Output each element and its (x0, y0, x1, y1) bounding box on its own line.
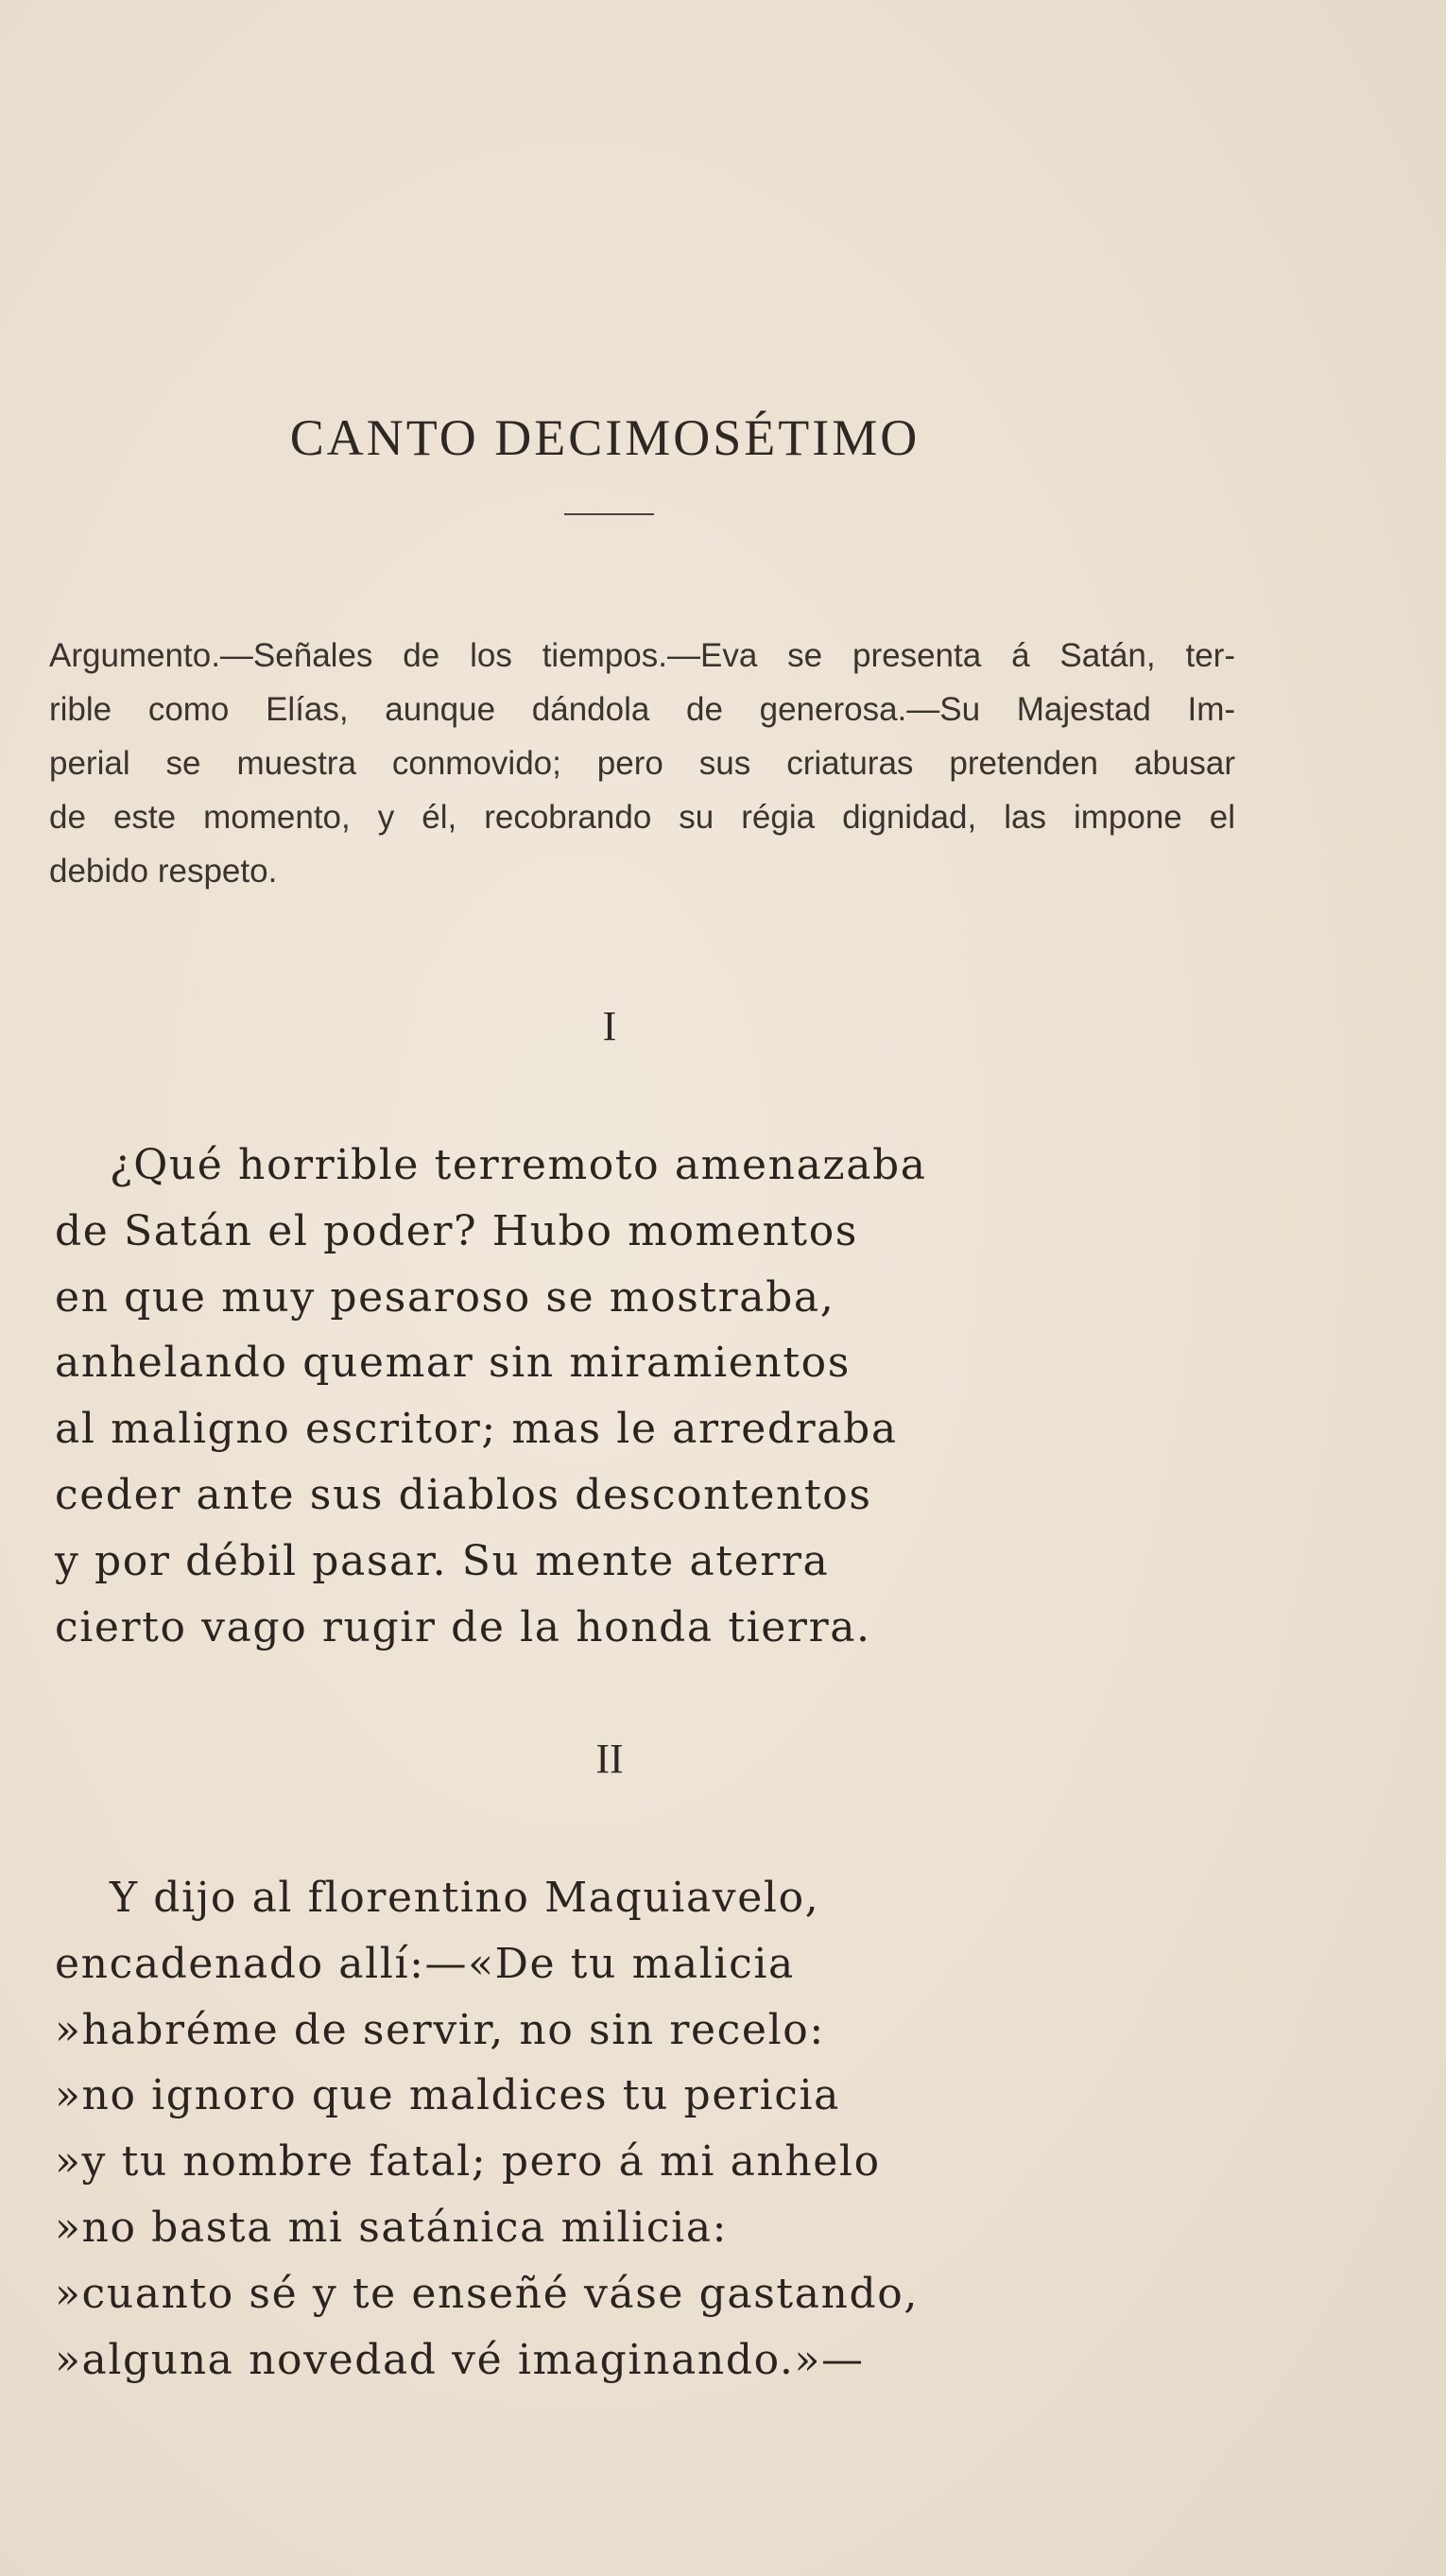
verse-line: »cuanto sé y te enseñé váse gastando, (55, 2269, 919, 2318)
verse-line: al maligno escritor; mas le arredraba (55, 1405, 898, 1454)
verse-line: »no basta mi satánica milicia: (55, 2203, 729, 2252)
verse-line: de Satán el poder? Hubo momentos (55, 1206, 858, 1255)
argument-line: de este momento, y él, recobrando su régia dignidad, las impone el (49, 799, 1235, 836)
verse-line: »y tu nombre fatal; pero á mi anhelo (55, 2137, 881, 2187)
verse-line: Y dijo al florentino Maquiavelo, (110, 1874, 820, 1922)
verse-line: »alguna novedad vé imaginando.»— (55, 2335, 865, 2384)
argument-line: debido respeto. (49, 853, 278, 890)
title-rule (564, 513, 654, 515)
argument-line: perial se muestra conmovido; pero sus criaturas pretenden abusar (49, 745, 1235, 782)
argument-line: Argumento.—Señales de los tiempos.—Eva se presenta á Satán, ter- (49, 637, 1235, 674)
stanza-1 (55, 1132, 927, 1660)
verse-line: ceder ante sus diablos descontentos (55, 1470, 872, 1519)
verse-line: anhelando quemar sin miramientos (55, 1339, 851, 1388)
stanza-numeral-2: II (595, 1736, 624, 1782)
canto-title: CANTO DECIMOSÉTIMO (289, 409, 921, 466)
verse-line: ¿Qué horrible terremoto amenazaba (110, 1141, 927, 1189)
verse-line: en que muy pesaroso se mostraba, (55, 1272, 835, 1322)
argument-line: rible como Elías, aunque dándola de generosa.—Su Majestad Im- (49, 691, 1235, 728)
verse-line: y por débil pasar. Su mente aterra (55, 1536, 830, 1585)
verse-line: »habréme de servir, no sin recelo: (55, 2005, 825, 2054)
verse-line: »no ignoro que maldices tu pericia (55, 2071, 841, 2120)
argument-summary (49, 629, 1235, 898)
verse-line: encadenado allí:—«De tu malicia (55, 1939, 795, 1988)
stanza-numeral-1: I (602, 1003, 617, 1049)
verse-line: cierto vago rugir de la honda tierra. (55, 1602, 871, 1651)
stanza-2 (55, 1865, 919, 2393)
